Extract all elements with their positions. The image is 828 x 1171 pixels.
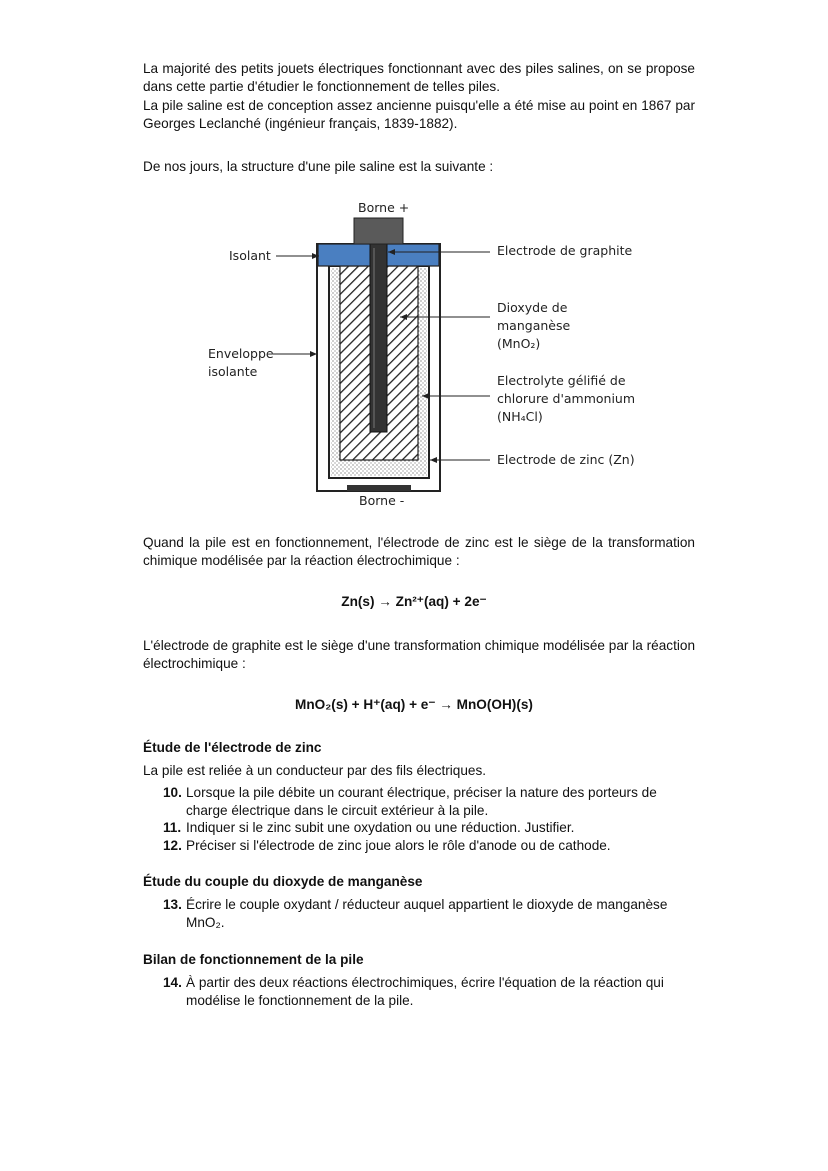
question-text: À partir des deux réactions électrochimiques, écrire l'équation de la réaction qui modélise le fonctionnement de la pile.: [186, 975, 664, 1008]
intro-paragraph-2: La pile saline est de conception assez ancienne puisqu'elle a été mise au point en 1867 par Georges Leclanché (ingénieur français, 1839-1882).: [143, 98, 695, 131]
negative-terminal: [347, 485, 411, 491]
question-text: Écrire le couple oxydant / réducteur auquel appartient le dioxyde de manganèse MnO₂.: [186, 897, 668, 930]
question-item: [163, 784, 700, 819]
label-electrode-graphite: Electrode de graphite: [497, 243, 633, 258]
label-dioxyde-2: manganèse: [497, 318, 571, 333]
label-enveloppe-1: Enveloppe: [208, 346, 274, 361]
question-item: [163, 837, 700, 855]
section-title-zinc: Étude de l'électrode de zinc: [143, 740, 322, 755]
section-title-manganese: Étude du couple du dioxyde de manganèse: [143, 874, 423, 889]
arrow-enveloppe: [310, 351, 317, 357]
label-enveloppe-2: isolante: [208, 364, 258, 379]
question-item: [163, 896, 700, 931]
label-isolant: Isolant: [229, 248, 271, 263]
section-intro-zinc: La pile est reliée à un conducteur par des fils électriques.: [143, 763, 487, 778]
question-item: [163, 974, 700, 1009]
label-electrolyte-3: (NH₄Cl): [497, 409, 543, 424]
label-electrode-zinc: Electrode de zinc (Zn): [497, 452, 635, 467]
question-number: 10.: [163, 785, 182, 800]
label-borne-minus: Borne -: [359, 493, 405, 508]
label-electrolyte-2: chlorure d'ammonium: [497, 391, 636, 406]
zinc-paragraph: Quand la pile est en fonctionnement, l'électrode de zinc est le siège de la transformation chimique modélisée par la réaction électrochimique :: [143, 535, 695, 568]
saline-battery-diagram: [0, 0, 828, 520]
question-item: [163, 819, 700, 837]
label-dioxyde-3: (MnO₂): [497, 336, 541, 351]
question-list-2: [163, 896, 700, 931]
graphite-rod: [370, 244, 387, 432]
graphite-paragraph: L'électrode de graphite est le siège d'une transformation chimique modélisée par la réaction électrochimique :: [143, 638, 695, 671]
question-number: 11.: [163, 820, 182, 835]
question-number: 14.: [163, 975, 182, 990]
section-title-bilan: Bilan de fonctionnement de la pile: [143, 952, 364, 967]
positive-terminal: [354, 218, 403, 244]
equation-graphite: MnO₂(s) + H⁺(aq) + e⁻ → MnO(OH)(s): [295, 697, 533, 712]
question-list-1: [163, 784, 700, 854]
question-number: 12.: [163, 837, 182, 853]
question-text: Indiquer si le zinc subit une oxydation ou une réduction. Justifier.: [186, 820, 575, 835]
intro-paragraph-3: De nos jours, la structure d'une pile saline est la suivante :: [143, 159, 494, 174]
intro-paragraph-1: La majorité des petits jouets électriques fonctionnant avec des piles salines, on se propose dans cette partie d'étudier le fonctionnement de telles piles.: [143, 61, 695, 94]
question-number: 13.: [163, 897, 182, 912]
question-text: Préciser si l'électrode de zinc joue alors le rôle d'anode ou de cathode.: [186, 837, 611, 853]
question-list-3: [163, 974, 700, 1009]
equation-zinc: Zn(s) → Zn²⁺(aq) + 2e⁻: [341, 594, 487, 609]
label-electrolyte-1: Electrolyte gélifié de: [497, 373, 626, 388]
label-borne-plus: Borne +: [358, 200, 410, 215]
question-text: Lorsque la pile débite un courant électrique, préciser la nature des porteurs de charge électrique dans le circuit extérieur à la pile.: [186, 785, 657, 818]
label-dioxyde-1: Dioxyde de: [497, 300, 568, 315]
